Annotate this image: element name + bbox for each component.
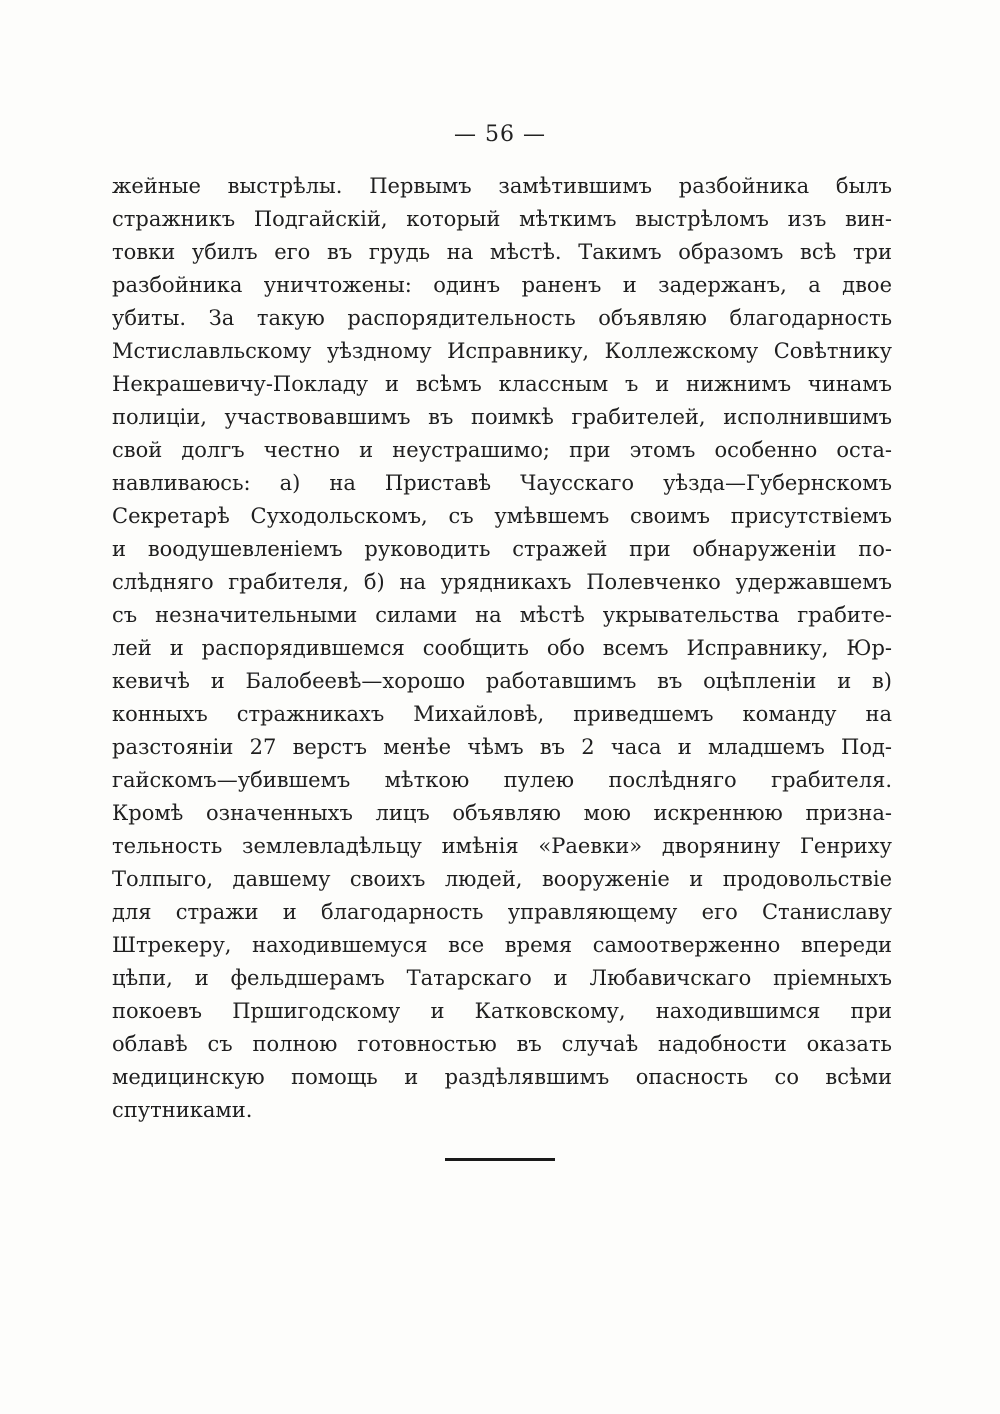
text-line-4: разбойника уничтожены: одинъ раненъ и задержанъ, а двое: [112, 273, 892, 297]
text-line-3: товки убилъ его въ грудь на мѣстѣ. Такимъ образомъ всѣ три: [112, 240, 892, 264]
text-line-1: жейные выстрѣлы. Первымъ замѣтившимъ разбойника былъ: [112, 174, 892, 198]
text-line-7: Некрашевичу-Покладу и всѣмъ классным ъ и нижнимъ чинамъ: [112, 372, 892, 396]
end-rule-divider: [445, 1158, 555, 1161]
text-line-20: Кромѣ означенныхъ лицъ объявляю мою искреннюю призна-: [112, 801, 892, 825]
text-line-16: кевичѣ и Балобеевѣ—хорошо работавшимъ въ оцѣпленіи и в): [112, 669, 892, 693]
text-line-8: полиціи, участвовавшимъ въ поимкѣ грабителей, исполнившимъ: [112, 405, 892, 429]
text-line-28: медицинскую помощь и раздѣлявшимъ опасность со всѣми: [112, 1065, 892, 1089]
text-line-27: облавѣ съ полною готовностью въ случаѣ надобности оказать: [112, 1032, 892, 1056]
text-line-2: стражникъ Подгайскій, который мѣткимъ выстрѣломъ изъ вин-: [112, 207, 892, 231]
text-line-26: покоевъ Пршигодскому и Катковскому, находившимся при: [112, 999, 892, 1023]
text-line-18: разстояніи 27 верстъ менѣе чѣмъ въ 2 часа и младшемъ Под-: [112, 735, 892, 759]
page-number: — 56 —: [454, 122, 546, 147]
text-line-9: свой долгъ честно и неустрашимо; при этомъ особенно оста-: [112, 438, 892, 462]
text-line-24: Штрекеру, находившемуся все время самоотверженно впереди: [112, 933, 892, 957]
body-text: [112, 170, 892, 1127]
text-line-22: Толпыго, давшему своихъ людей, вооруженіе и продовольствіе: [112, 867, 892, 891]
text-line-6: Мстиславльскому уѣздному Исправнику, Коллежскому Совѣтнику: [112, 339, 892, 363]
text-line-11: Секретарѣ Суходольскомъ, съ умѣвшемъ своимъ присутствіемъ: [112, 504, 892, 528]
text-line-21: тельность землевладѣльцу имѣнія «Раевки» дворянину Генриху: [112, 834, 892, 858]
text-line-23: для стражи и благодарность управляющему его Станиславу: [112, 900, 892, 924]
text-line-15: лей и распорядившемся сообщить обо всемъ Исправнику, Юр-: [112, 636, 892, 660]
text-line-19: гайскомъ—убившемъ мѣткою пулею послѣдняго грабителя.: [112, 768, 892, 792]
text-line-10: навливаюсь: а) на Приставѣ Чаусскаго уѣзда—Губернскомъ: [112, 471, 892, 495]
text-line-13: слѣдняго грабителя, б) на урядникахъ Полевченко удержавшемъ: [112, 570, 892, 594]
text-line-25: цѣпи, и фельдшерамъ Татарскаго и Любавичскаго пріемныхъ: [112, 966, 892, 990]
text-line-12: и воодушевленіемъ руководить стражей при обнаруженіи по-: [112, 537, 892, 561]
text-line-14: съ незначительными силами на мѣстѣ укрывательства грабите-: [112, 603, 892, 627]
text-line-5: убиты. За такую распорядительность объявляю благодарность: [112, 306, 892, 330]
text-line-29: спутниками.: [112, 1098, 253, 1122]
text-line-17: конныхъ стражникахъ Михайловѣ, приведшемъ команду на: [112, 702, 892, 726]
